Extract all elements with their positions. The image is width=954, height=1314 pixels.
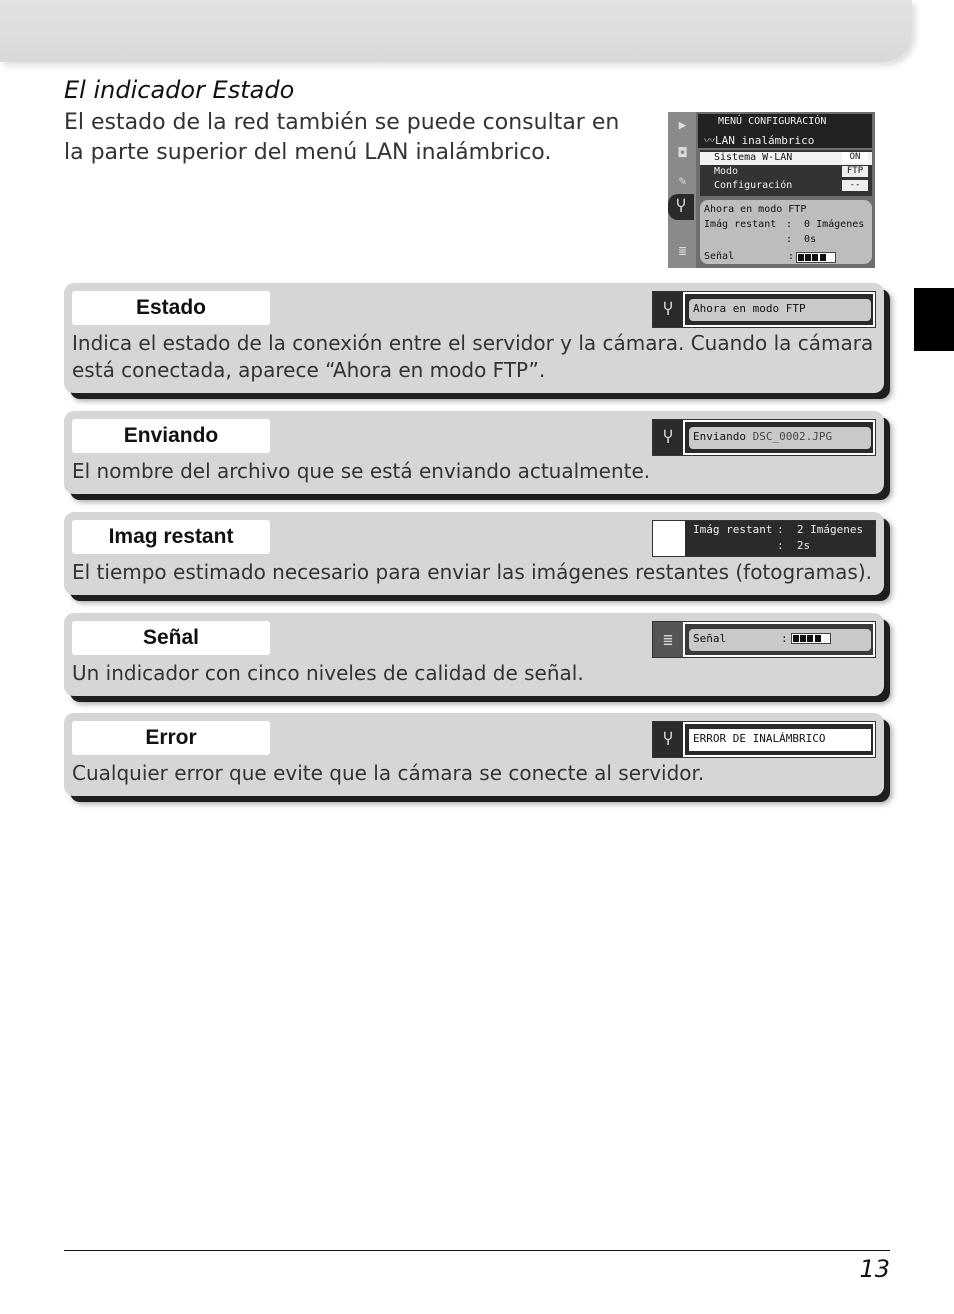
status-images-value: : 0 Imágenes (786, 219, 865, 230)
status-signal-sep: : (788, 251, 795, 262)
recent-settings-icon: ≣ (678, 244, 687, 259)
signal-strength-bar (791, 633, 831, 644)
signal-segment (798, 254, 804, 261)
card-text-estado: Indica el estado de la conexión entre el servidor y la cámara. Cuando la cámara está conectada, aparece “Ahora en modo FTP”. (72, 331, 874, 382)
signal-segment (805, 254, 811, 261)
thumb-error (652, 721, 876, 758)
wireless-icon: 〰 (704, 134, 715, 147)
page-number: 13 (859, 1255, 890, 1283)
recent-settings-icon: ≣ (653, 622, 683, 657)
thumb-text-enviando: Enviando DSC_0002.JPG (693, 430, 833, 443)
wrench-icon: Ⴤ (668, 194, 694, 220)
menu-subtitle: 〰LAN inalámbrico (704, 134, 815, 147)
wrench-icon: Ⴤ (653, 420, 683, 455)
signal-segment (807, 635, 813, 642)
wrench-icon: Ⴤ (653, 722, 683, 757)
signal-strength-bar (796, 252, 836, 263)
chapter-tab (914, 288, 954, 351)
signal-segment (793, 635, 799, 642)
playback-icon: ▶ (678, 118, 687, 133)
status-mode-text: Ahora en modo FTP (704, 204, 807, 215)
menu-sidebar (668, 112, 696, 268)
card-label-estado: Estado (72, 291, 270, 325)
intro-paragraph: El estado de la red también se puede consultar en la parte superior del menú LAN inalámbrico. (64, 110, 620, 165)
section-heading: El indicador Estado (64, 76, 295, 104)
menu-header (698, 114, 872, 148)
thumb-senal (652, 621, 876, 658)
wrench-icon: Ⴤ (653, 292, 683, 327)
card-label-senal: Señal (72, 621, 270, 655)
card-label-imag-restant: Imag restant (72, 520, 270, 554)
footer-rule (64, 1250, 890, 1251)
header-band (0, 0, 912, 62)
signal-segment (815, 635, 821, 642)
menu-row-configuration: Configuración -- (700, 180, 872, 193)
thumb-enviando (652, 419, 876, 456)
status-signal-label: Señal (704, 251, 735, 262)
thumb-signal-sep: : (781, 632, 788, 645)
card-enviando (64, 411, 884, 494)
signal-segment (812, 254, 818, 261)
menu-row-wlan-system: Sistema W-LAN ON (700, 152, 872, 165)
thumb-time-value: : 2s (777, 539, 811, 552)
card-senal (64, 613, 884, 696)
thumb-images-value: : 2 Imágenes (777, 523, 864, 536)
thumb-imag-restant (652, 520, 876, 557)
menu-title: MENÚ CONFIGURACIÓN (718, 116, 827, 127)
card-text-error: Cualquier error que evite que la cámara se conecte al servidor. (72, 761, 705, 785)
status-remaining-label: Imág restant (704, 219, 777, 230)
pencil-icon: ✎ (678, 174, 687, 189)
card-error (64, 713, 884, 796)
thumb-text-estado: Ahora en modo FTP (693, 302, 806, 315)
thumb-text-senal: Señal (693, 632, 727, 645)
wireless-lan-menu-screen (668, 112, 875, 268)
card-estado (64, 283, 884, 393)
card-text-imag-restant: El tiempo estimado necesario para enviar las imágenes restantes (fotogramas). (72, 560, 872, 584)
menu-row-mode: Modo FTP (700, 166, 872, 179)
thumb-text-imag-restant: Imág restant (693, 523, 773, 536)
camera-icon: ◘ (678, 146, 687, 161)
card-text-senal: Un indicador con cinco niveles de calidad de señal. (72, 661, 584, 685)
card-text-enviando: El nombre del archivo que se está enviando actualmente. (72, 459, 651, 483)
card-label-enviando: Enviando (72, 419, 270, 453)
thumb-estado (652, 291, 876, 328)
menu-list (700, 150, 872, 196)
signal-segment (820, 254, 826, 261)
card-imag-restant (64, 512, 884, 595)
card-label-error: Error (72, 721, 270, 755)
signal-segment (800, 635, 806, 642)
status-indicator-panel (700, 200, 872, 264)
status-time-value: : 0s (786, 234, 817, 245)
thumb-filename: DSC_0002.JPG (752, 430, 833, 443)
thumb-text-error: ERROR DE INALÁMBRICO (693, 732, 826, 745)
